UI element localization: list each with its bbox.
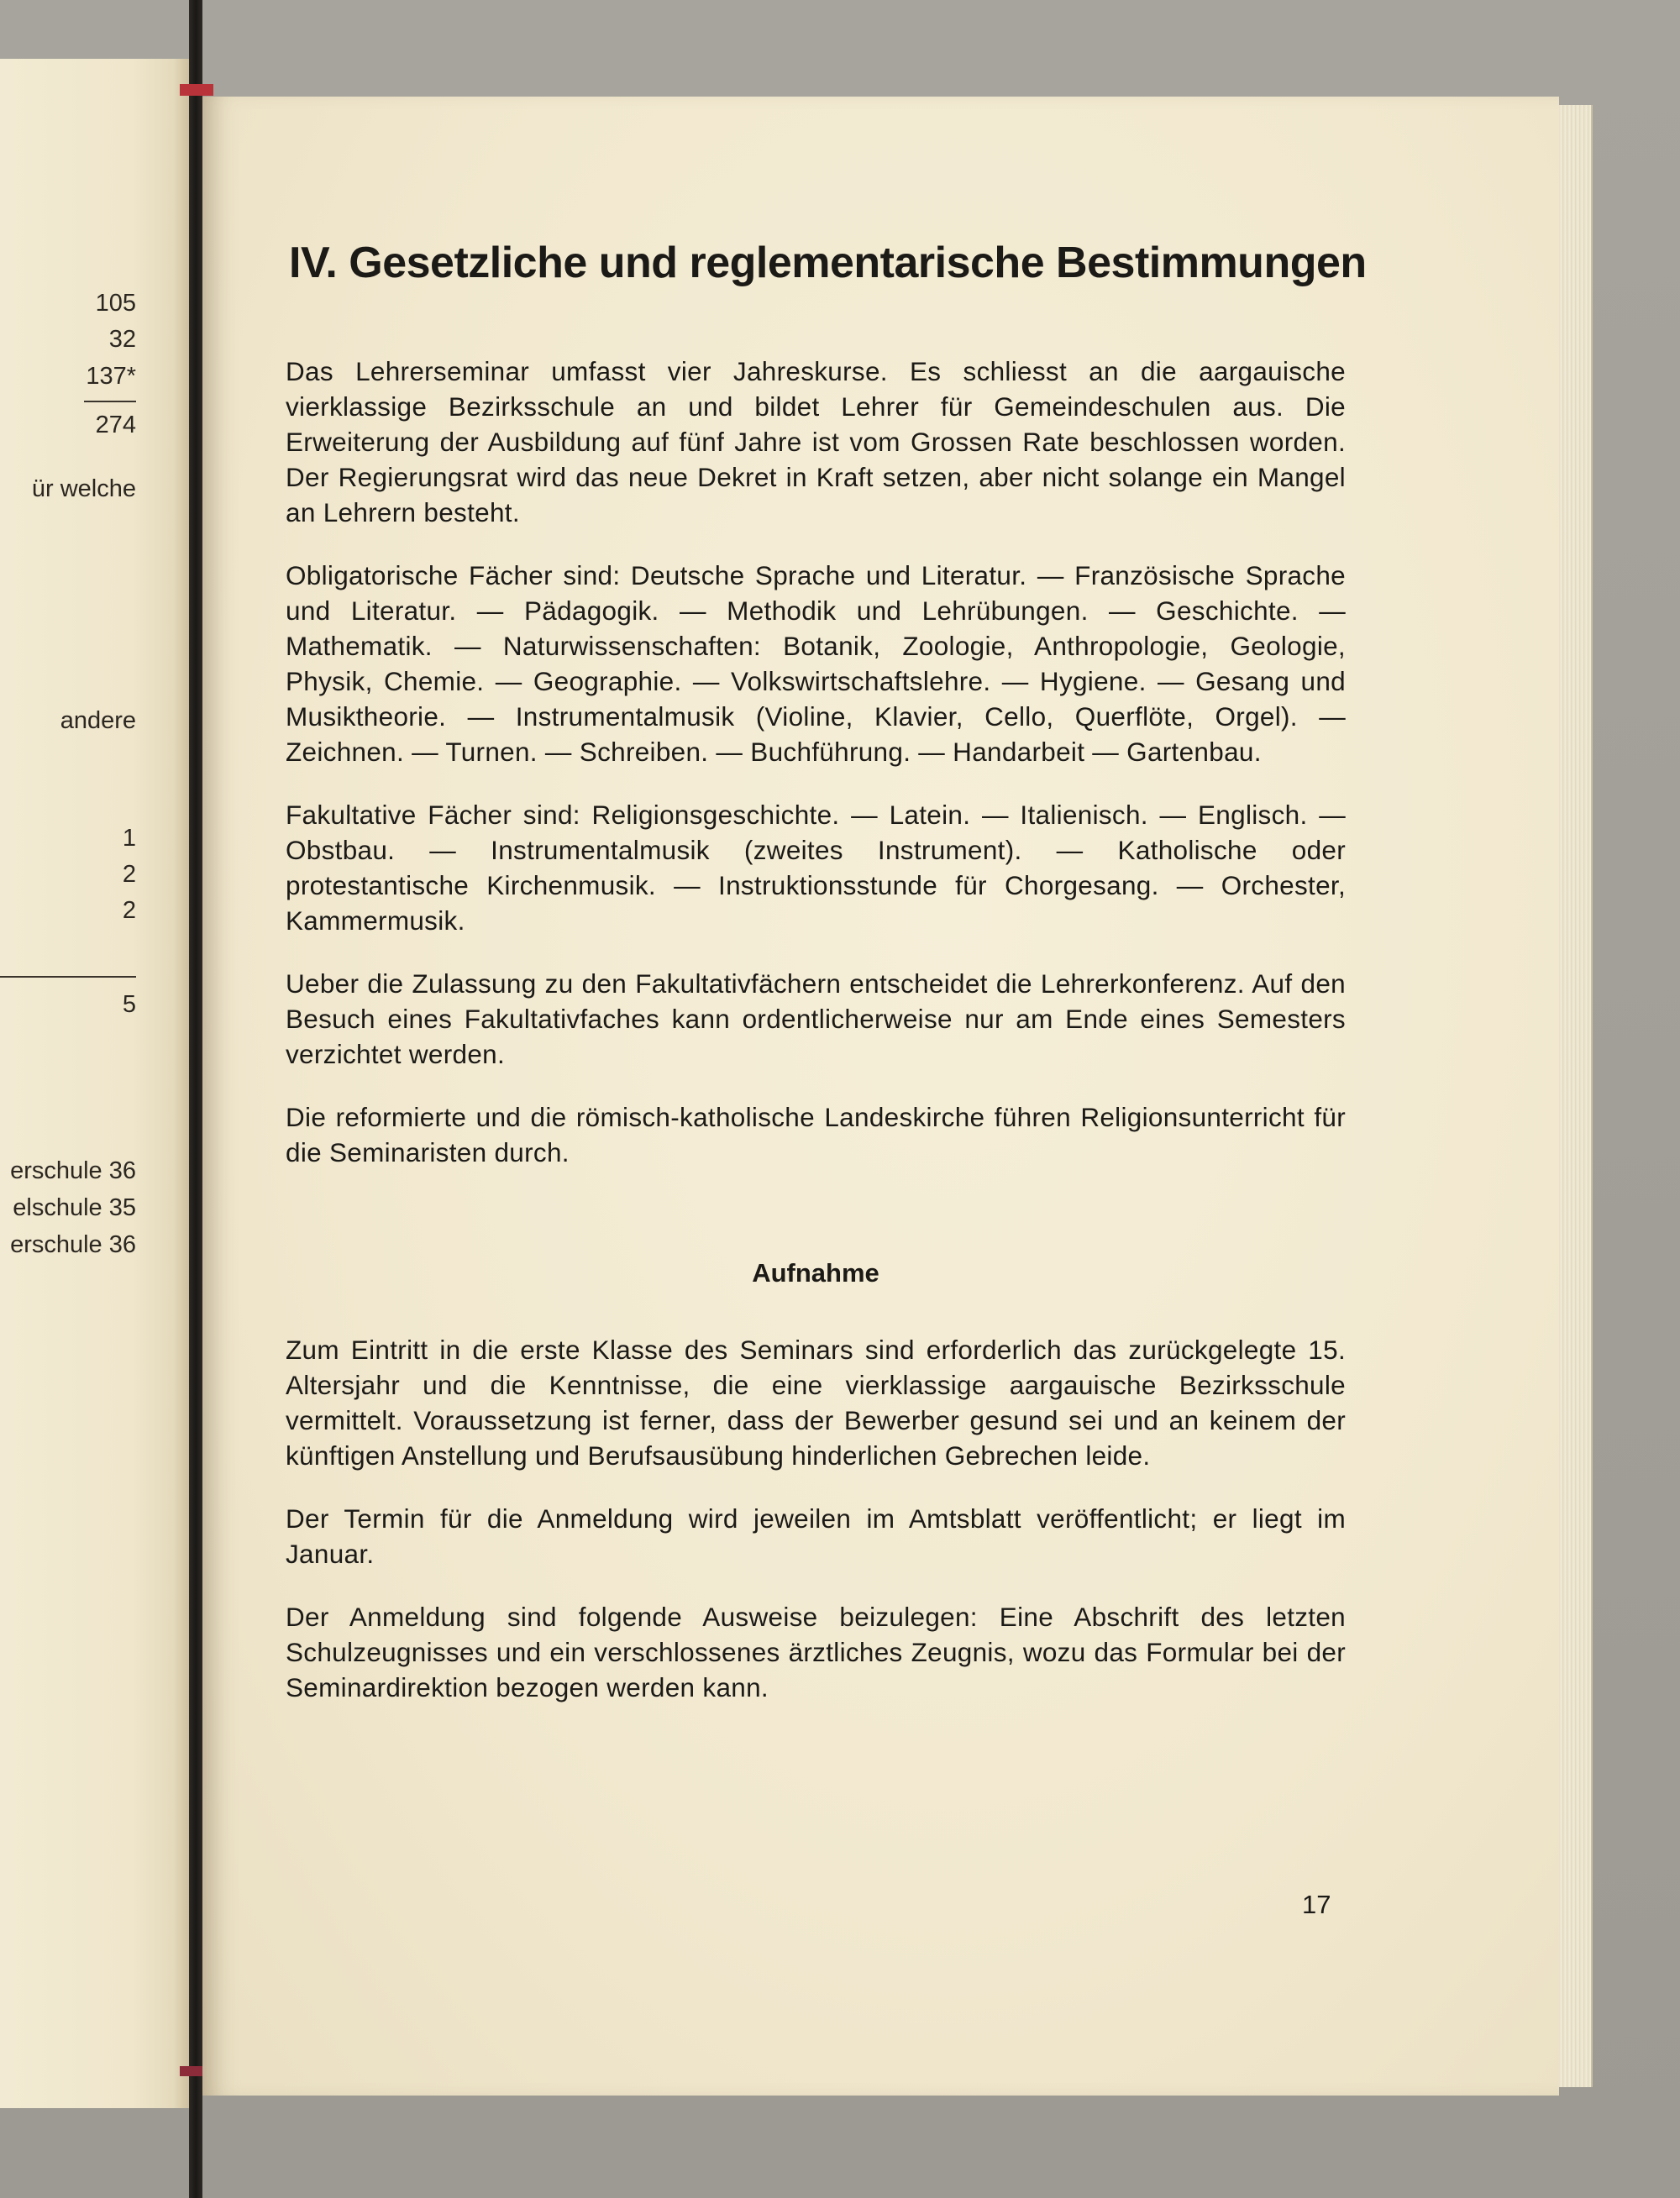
paragraph-obligatorische-faecher: Obligatorische Fächer sind: Deutsche Sprache und Literatur. — Französische Sprache und Literatur. — Pädagogik. — Methodik und Lehrübungen. — Geschichte. — Mathematik. — Naturwissenschaften: Botanik, Zoologie, Anthropologie, Geologie, Physik, Chemie. — Geographie. — Volkswirtschaftslehre. — Hygiene. — Gesang und Musiktheorie. — Instrumentalmusik (Violine, Klavier, Cello, Querflöte, Orgel). — Zeichnen. — Turnen. — Schreiben. — Buchführung. — Handarbeit — Gartenbau.: [286, 560, 1346, 767]
page-content: [286, 238, 1367, 1733]
left-number-105: 105: [95, 290, 136, 317]
left-small-number-2a: 2: [122, 861, 136, 888]
left-small-number-5: 5: [122, 991, 136, 1018]
left-total-rule: [0, 976, 136, 978]
page-number: 17: [1302, 1890, 1331, 1919]
paragraph-zulassung: Ueber die Zulassung zu den Fakultativfächern entscheidet die Lehrerkonferenz. Auf den Besuch eines Fakultativfaches kann ordentlicherweise nur am Ende eines Semesters verzichtet werden.: [286, 968, 1346, 1069]
left-fragment-andere: andere: [60, 707, 136, 734]
chapter-heading: IV. Gesetzliche und reglementarische Bestimmungen: [289, 239, 1367, 287]
paragraph-ausweise: Der Anmeldung sind folgende Ausweise beizulegen: Eine Abschrift des letzten Schulzeugnisses und ein verschlossenes ärztliches Zeugnis, wozu das Formular bei der Seminardirektion bezogen werden kann.: [286, 1602, 1346, 1702]
paragraph-lehrerseminar: Das Lehrerseminar umfasst vier Jahreskurse. Es schliesst an die aargauische vierklassige Bezirksschule an und bildet Lehrer für Gemeindeschulen aus. Die Erweiterung der Ausbildung auf fünf Jahre ist vom Grossen Rate beschlossen worden. Der Regierungsrat wird das neue Dekret in Kraft setzen, aber nicht solange ein Mangel an Lehrern besteht.: [286, 356, 1346, 527]
binding-ribbon-top: [180, 84, 213, 96]
paragraph-religionsunterricht: Die reformierte und die römisch-katholische Landeskirche führen Religionsunterricht für die Seminaristen durch.: [286, 1102, 1346, 1167]
paragraph-termin: Der Termin für die Anmeldung wird jeweilen im Amtsblatt veröffentlicht; er liegt im Januar.: [286, 1503, 1346, 1569]
page-stack-edge: [1559, 105, 1593, 2087]
left-school-line-1: erschule 36: [10, 1157, 136, 1184]
left-number-137: 137*: [86, 363, 136, 390]
paragraph-fakultative-faecher: Fakultative Fächer sind: Religionsgeschichte. — Latein. — Italienisch. — Englisch. — Obstbau. — Instrumentalmusik (zweites Instrument). — Katholische oder protestantische Kirchenmusik. — Instruktionsstunde für Chorgesang. — Orchester, Kammermusik.: [286, 800, 1346, 936]
paragraph-eintritt: Zum Eintritt in die erste Klasse des Seminars sind erforderlich das zurückgelegte 15. Altersjahr und die Kenntnisse, die eine vierklassige aargauische Bezirksschule vermittelt. Voraussetzung ist ferner, dass der Bewerber gesund sei und an keinem der künftigen Anstellung und Berufsausübung hinderlichen Gebrechen leide.: [286, 1335, 1346, 1471]
left-school-line-3: erschule 36: [10, 1231, 136, 1258]
left-number-32: 32: [108, 326, 136, 353]
left-school-line-2: elschule 35: [13, 1194, 136, 1221]
left-small-number-1: 1: [122, 825, 136, 852]
section-heading-aufnahme: Aufnahme: [752, 1258, 879, 1288]
left-number-274: 274: [95, 412, 136, 438]
left-fragment-welche: ür welche: [31, 475, 136, 502]
left-sum-rule: [84, 401, 136, 402]
left-facing-page: [0, 59, 189, 2108]
book-binding: [189, 0, 202, 2198]
left-small-number-2b: 2: [122, 897, 136, 924]
